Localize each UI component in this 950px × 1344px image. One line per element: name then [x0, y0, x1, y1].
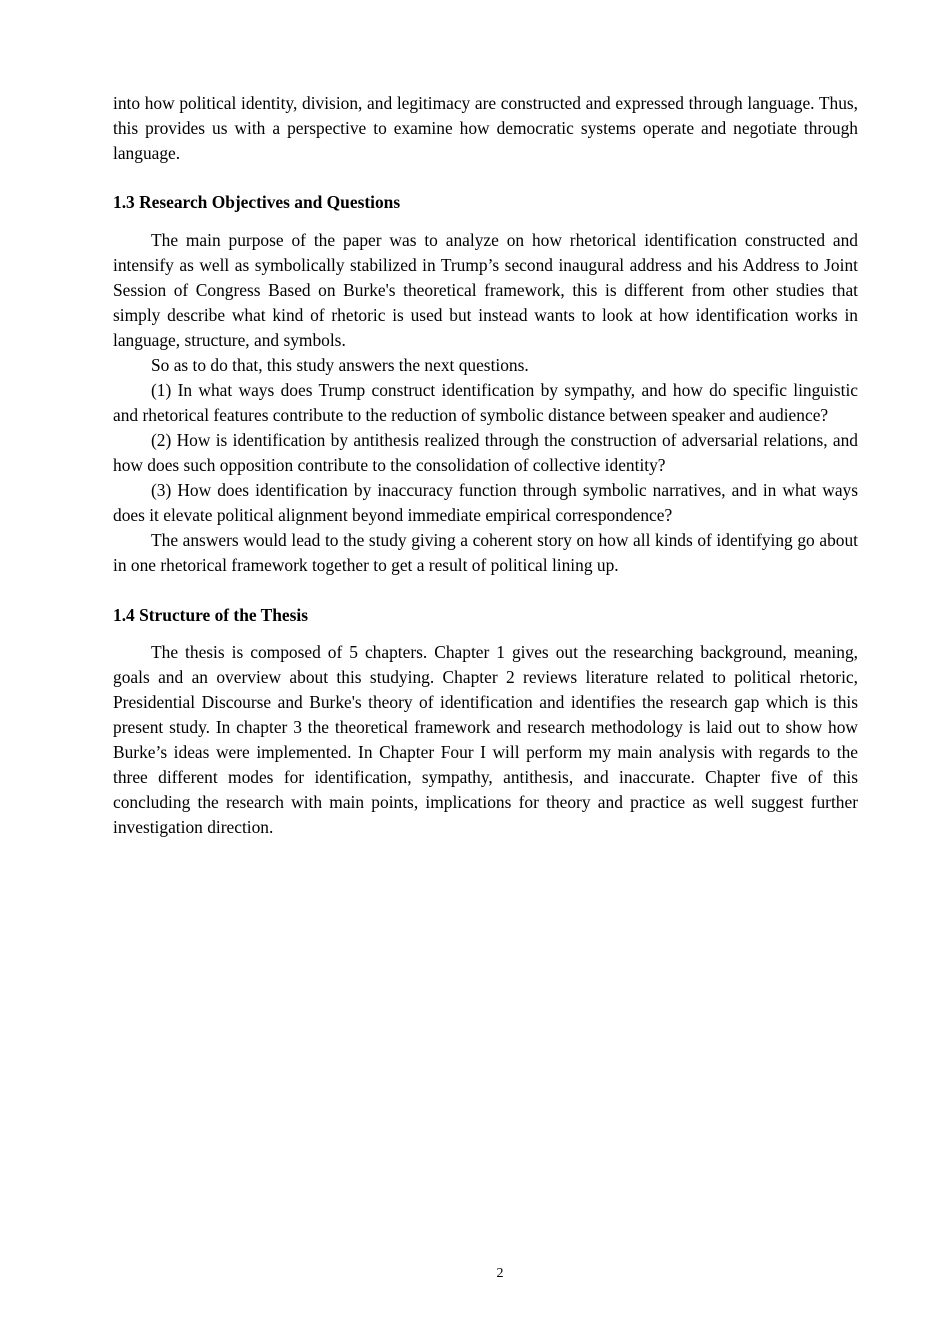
research-question-1: (1) In what ways does Trump construct identification by sympathy, and how do specific linguistic and rhetorical features contribute to the reduction of symbolic distance between speaker and audience?	[113, 380, 858, 425]
section-heading-1-4: 1.4 Structure of the Thesis	[113, 605, 308, 625]
paragraph-1-3-questions-intro: So as to do that, this study answers the next questions.	[151, 355, 529, 375]
document-body	[113, 91, 858, 840]
paragraph-1-3-purpose: The main purpose of the paper was to analyze on how rhetorical identification constructed and intensify as well as symbolically stabilized in Trump’s second inaugural address and his Address to Joint Session of Congress Based on Burke's theoretical framework, this is different from other studies that simply describe what kind of rhetoric is used but instead wants to look at how identification works in language, structure, and symbols.	[113, 230, 858, 350]
paragraph-1-3-conclusion: The answers would lead to the study giving a coherent story on how all kinds of identifying go about in one rhetorical framework together to get a result of political lining up.	[113, 530, 858, 575]
paragraph-1-4-structure: The thesis is composed of 5 chapters. Chapter 1 gives out the researching background, meaning, goals and an overview about this studying. Chapter 2 reviews literature related to political rhetoric, Presidential Discourse and Burke's theory of identification and identifies the research gap which is this present study. In chapter 3 the theoretical framework and research methodology is laid out to show how Burke’s ideas were implemented. In Chapter Four I will perform my main analysis with regards to the three different modes for identification, sympathy, antithesis, and inaccurate. Chapter five of this concluding the research with main points, implications for theory and practice as well suggest further investigation direction.	[113, 642, 858, 837]
page-number: 2	[496, 1266, 504, 1281]
section-heading-1-3: 1.3 Research Objectives and Questions	[113, 192, 401, 212]
research-question-3: (3) How does identification by inaccuracy function through symbolic narratives, and in what ways does it elevate political alignment beyond immediate empirical correspondence?	[113, 480, 858, 525]
research-question-2: (2) How is identification by antithesis realized through the construction of adversarial relations, and how does such opposition contribute to the consolidation of collective identity?	[113, 430, 858, 475]
intro-paragraph: into how political identity, division, and legitimacy are constructed and expressed through language. Thus, this provides us with a perspective to examine how democratic systems operate and negotiate through language.	[113, 93, 858, 163]
